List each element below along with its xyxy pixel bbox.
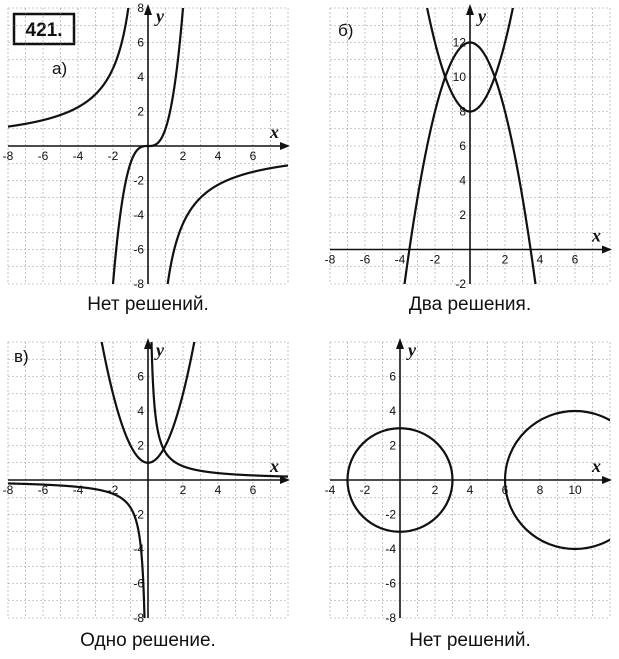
x-axis-arrow	[602, 476, 612, 484]
y-tick-label: 12	[452, 35, 466, 50]
x-tick-label: -4	[324, 483, 336, 497]
y-tick-label: -2	[133, 507, 144, 522]
x-tick-label: -4	[72, 149, 84, 163]
y-tick-label: 4	[137, 70, 144, 84]
x-tick-label: 6	[501, 483, 509, 497]
y-axis-label: y	[408, 340, 416, 360]
y-tick-label: -4	[133, 208, 144, 222]
panel-caption: Одно решение.	[80, 630, 216, 651]
x-tick-label: 4	[466, 483, 474, 497]
x-axis-label: x	[592, 456, 601, 476]
x-tick-label: -2	[429, 252, 441, 267]
y-tick-label: 4	[389, 404, 396, 418]
y-tick-label: 2	[389, 438, 396, 453]
x-tick-label: 2	[179, 149, 187, 163]
y-tick-label: -8	[133, 277, 144, 291]
x-tick-label: 6	[249, 149, 257, 163]
panel-caption: Два решения.	[408, 294, 532, 315]
x-tick-label: 2	[501, 252, 509, 267]
x-tick-label: 2	[431, 483, 439, 497]
x-axis-label: x	[270, 456, 279, 476]
x-tick-label: 4	[214, 483, 222, 497]
panel-g	[325, 338, 619, 651]
x-axis-arrow	[280, 142, 290, 150]
y-tick-label: -4	[133, 542, 144, 556]
y-axis-label: y	[156, 6, 164, 26]
problem-number: 421.	[25, 20, 63, 41]
y-tick-label: 6	[389, 369, 396, 384]
x-tick-label: -8	[324, 252, 336, 267]
x-tick-label: 6	[249, 483, 257, 497]
y-tick-label: 2	[137, 438, 144, 453]
x-tick-label: -2	[107, 483, 119, 497]
x-tick-label: -2	[107, 149, 119, 163]
y-tick-label: -2	[385, 507, 396, 522]
series-hyperbola-right	[148, 0, 288, 477]
x-tick-label: -6	[37, 483, 49, 497]
x-tick-label: -6	[37, 149, 49, 163]
y-axis-arrow	[144, 4, 152, 15]
x-tick-label: -2	[359, 483, 371, 497]
panel-caption: Нет решений.	[409, 630, 531, 651]
x-tick-label: 4	[536, 252, 544, 267]
y-tick-label: 10	[452, 70, 466, 84]
panel-b	[325, 0, 612, 659]
y-tick-label: -6	[385, 576, 396, 591]
panel-label: в)	[14, 347, 29, 366]
x-tick-label: 2	[179, 483, 187, 497]
y-tick-label: -6	[133, 242, 144, 257]
x-tick-label: -6	[359, 252, 371, 267]
y-tick-label: -6	[133, 576, 144, 591]
y-tick-label: 8	[459, 104, 466, 119]
x-tick-label: -4	[72, 483, 84, 497]
x-tick-label: 8	[536, 483, 544, 497]
y-tick-label: -2	[455, 277, 466, 291]
y-axis-label: y	[478, 6, 486, 26]
y-tick-label: 2	[137, 104, 144, 119]
panel-label: б)	[338, 21, 354, 40]
x-tick-label: -8	[2, 483, 14, 497]
panel-label: а)	[52, 59, 68, 78]
panel-a	[3, 0, 290, 659]
panel-caption: Нет решений.	[87, 294, 209, 315]
y-tick-label: -2	[133, 173, 144, 188]
y-tick-label: 6	[137, 369, 144, 384]
x-tick-label: 6	[571, 252, 579, 267]
y-tick-label: -8	[133, 611, 144, 625]
y-tick-label: -4	[385, 542, 396, 556]
y-axis-arrow	[396, 338, 404, 349]
y-tick-label: 6	[137, 35, 144, 50]
y-tick-label: 8	[137, 1, 144, 15]
x-axis-arrow	[602, 246, 612, 254]
problem-badge	[14, 14, 74, 44]
y-axis-arrow	[466, 4, 474, 15]
x-tick-label: 4	[214, 149, 222, 163]
x-tick-label: -8	[2, 149, 14, 163]
y-tick-label: 4	[137, 404, 144, 418]
y-tick-label: 4	[459, 173, 466, 188]
x-axis-label: x	[592, 225, 601, 246]
x-tick-label: -4	[394, 252, 406, 267]
y-tick-label: 2	[459, 208, 466, 222]
x-tick-label: 10	[568, 483, 582, 497]
y-tick-label: -8	[385, 611, 396, 625]
y-tick-label: 6	[459, 139, 466, 153]
panel-v	[3, 0, 290, 659]
x-axis-label: x	[270, 122, 279, 142]
series-hyperbola-right	[148, 165, 288, 659]
y-axis-label: y	[156, 340, 164, 360]
